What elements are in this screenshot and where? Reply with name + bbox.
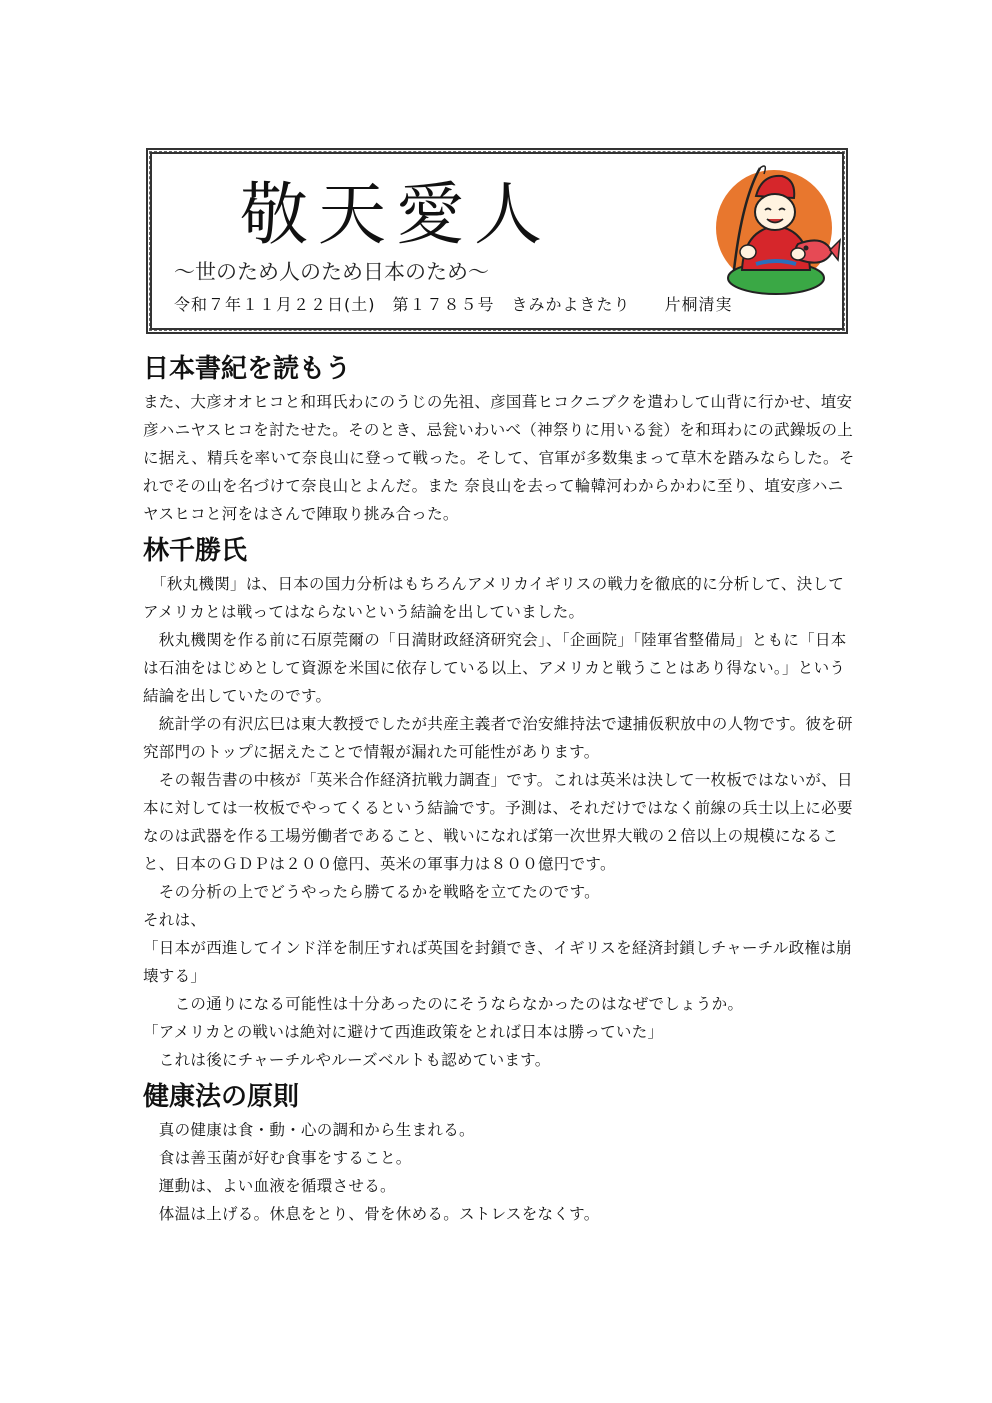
paragraph: 運動は、よい血液を循環させる。 — [143, 1177, 396, 1195]
paragraph: この通りになる可能性は十分あったのにそうならなかったのはなぜでしょうか。 — [143, 995, 744, 1013]
paragraph: これは後にチャーチルやルーズベルトも認めています。 — [143, 1051, 551, 1069]
mascot-face — [755, 194, 795, 230]
paragraph: その分析の上でどうやったら勝てるかを戦略を立てたのです。 — [143, 883, 600, 901]
paragraph: 食は善玉菌が好む食事をすること。 — [143, 1149, 412, 1167]
masthead-title: 敬天愛人 — [240, 176, 553, 255]
paragraph: 「日本が西進してインド洋を制圧すれば英国を封鎖でき、イギリスを経済封鎖しチャーチル政権は崩壊する」 — [143, 939, 852, 985]
paragraph: 真の健康は食・動・心の調和から生まれる。 — [143, 1121, 475, 1139]
paragraph: 「秋丸機関」は、日本の国力分析はもちろんアメリカイギリスの戦力を徹底的に分析して、決してアメリカとは戦ってはならないという結論を出していました。 — [143, 575, 845, 621]
issue-line: 令和７年１１月２２日(土) 第１７８５号 きみかよきたり 片桐清実 — [174, 295, 733, 314]
paragraph: その報告書の中核が「英米合作経済抗戦力調査」です。これは英米は決して一枚板ではないが、日本に対しては一枚板でやってくるという結論です。予測は、それだけではなく前線の兵士以上に必要なのは武器を作る工場労働者であること、戦いになれば第一次世界大戦の２倍以上の規模になること、日本のＧＤＰは２００億円、英米の軍事力は８００億円です。 — [143, 771, 853, 873]
masthead-subtitle: ～世のため人のため日本のため～ — [174, 260, 489, 284]
section-health — [143, 1078, 855, 1228]
section-nihonshoki — [143, 350, 855, 528]
paragraph: 秋丸機関を作る前に石原莞爾の「日満財政経済研究会」、「企画院」「陸軍省整備局」ともに「日本は石油をはじめとして資源を米国に依存している以上、アメリカと戦うことはあり得ない。」という結論を出していたのです。 — [143, 631, 847, 705]
article-body — [143, 350, 855, 1228]
masthead-box — [146, 148, 848, 334]
paragraph: 体温は上げる。休息をとり、骨を休める。ストレスをなくす。 — [143, 1205, 600, 1223]
paragraph: また、大彦オオヒコと和珥氏わにのうじの先祖、彦国葺ヒコクニブクを遣わして山背に行かせ、埴安彦ハニヤスヒコを討たせた。そのとき、忌瓮いわいべ（神祭りに用いる瓮）を和珥わにの武鐰坂の上に据え、精兵を率いて奈良山に登って戦った。そして、官軍が多数集まって草木を踏みならした。それでその山を名づけて奈良山とよんだ。また 奈良山を去って輪韓河わからかわに至り、埴安彦ハニヤスヒコと河をはさんで陣取り挑み合った。 — [143, 393, 855, 523]
section-heading: 日本書紀を読もう — [143, 354, 352, 384]
paragraph: 「アメリカとの戦いは絶対に避けて西進政策をとれば日本は勝っていた」 — [143, 1023, 664, 1041]
section-hayashi — [143, 532, 855, 1074]
section-heading: 林千勝氏 — [143, 536, 248, 566]
section-heading: 健康法の原則 — [143, 1082, 300, 1112]
paragraph: 統計学の有沢広巳は東大教授でしたが共産主義者で治安維持法で逮捕仮釈放中の人物です。彼を研究部門のトップに据えたことで情報が漏れた可能性があります。 — [143, 715, 853, 761]
paragraph: それは、 — [143, 911, 207, 929]
ebisu-mascot-illustration — [712, 160, 842, 300]
